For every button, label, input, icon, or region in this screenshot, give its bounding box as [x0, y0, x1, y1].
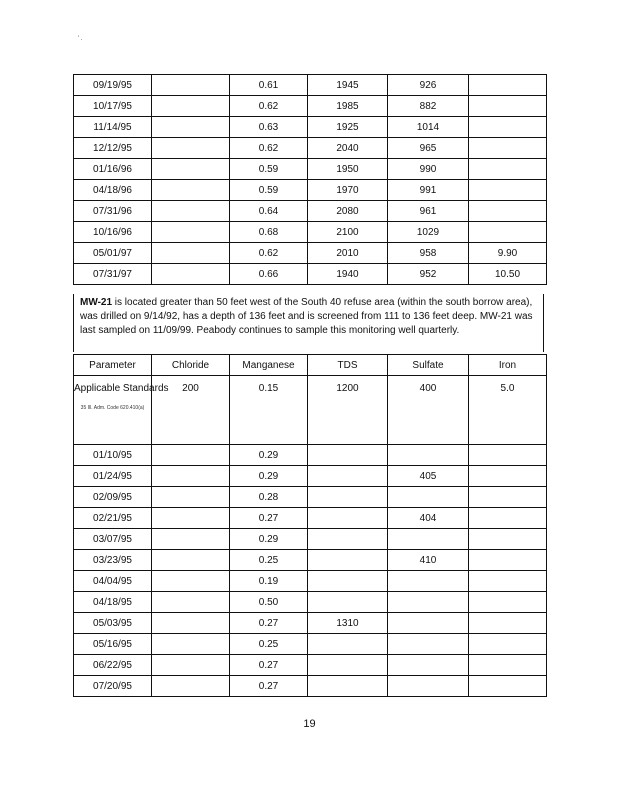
- sample-date: 07/20/95: [74, 676, 152, 697]
- manganese-value: 0.63: [230, 117, 308, 138]
- iron-value: [469, 159, 547, 180]
- table-row: [74, 634, 547, 655]
- tds-value: 1945: [308, 75, 388, 96]
- manganese-value: 0.62: [230, 138, 308, 159]
- sample-date: 05/16/95: [74, 634, 152, 655]
- manganese-value: 0.29: [230, 445, 308, 466]
- sulfate-value: 404: [388, 508, 469, 529]
- iron-value: [469, 466, 547, 487]
- chloride-value: [152, 466, 230, 487]
- header-iron: Iron: [469, 355, 547, 376]
- tds-value: 1925: [308, 117, 388, 138]
- manganese-value: 0.27: [230, 655, 308, 676]
- tds-value: 1940: [308, 264, 388, 285]
- manganese-value: 0.62: [230, 243, 308, 264]
- sample-date: 04/04/95: [74, 571, 152, 592]
- chloride-value: [152, 592, 230, 613]
- chloride-value: [152, 159, 230, 180]
- sulfate-value: [388, 613, 469, 634]
- tds-value: [308, 634, 388, 655]
- table2-body: [74, 376, 547, 697]
- sample-date: 12/12/95: [74, 138, 152, 159]
- table-row: [74, 529, 547, 550]
- sulfate-value: [388, 634, 469, 655]
- sample-date: 03/23/95: [74, 550, 152, 571]
- table-row: [74, 264, 547, 285]
- tds-value: [308, 571, 388, 592]
- sulfate-value: 1014: [388, 117, 469, 138]
- sulfate-value: [388, 487, 469, 508]
- sample-date: 11/14/95: [74, 117, 152, 138]
- table-row: [74, 159, 547, 180]
- table-row: [74, 592, 547, 613]
- tds-value: [308, 550, 388, 571]
- tds-value: 2080: [308, 201, 388, 222]
- sample-date: 05/01/97: [74, 243, 152, 264]
- tds-value: [308, 487, 388, 508]
- manganese-value: 0.59: [230, 180, 308, 201]
- table-row: [74, 75, 547, 96]
- tds-value: 2010: [308, 243, 388, 264]
- table-row: [74, 487, 547, 508]
- table-row: [74, 466, 547, 487]
- chloride-value: [152, 634, 230, 655]
- iron-value: [469, 138, 547, 159]
- sample-date: 04/18/96: [74, 180, 152, 201]
- chloride-value: [152, 508, 230, 529]
- sulfate-value: 991: [388, 180, 469, 201]
- manganese-value: 0.29: [230, 466, 308, 487]
- tds-value: [308, 655, 388, 676]
- standard-sulfate: 400: [388, 376, 469, 445]
- header-row: [74, 355, 547, 376]
- tds-value: 1310: [308, 613, 388, 634]
- sulfate-value: [388, 655, 469, 676]
- sample-date: 05/03/95: [74, 613, 152, 634]
- chloride-value: [152, 96, 230, 117]
- standard-iron: 5.0: [469, 376, 547, 445]
- header-manganese: Manganese: [230, 355, 308, 376]
- monitoring-table-continued: [73, 74, 547, 285]
- sample-date: 02/09/95: [74, 487, 152, 508]
- sulfate-value: [388, 676, 469, 697]
- chloride-value: [152, 180, 230, 201]
- manganese-value: 0.50: [230, 592, 308, 613]
- sample-date: 07/31/97: [74, 264, 152, 285]
- standards-label-text: Applicable Standards: [74, 383, 169, 394]
- iron-value: [469, 75, 547, 96]
- manganese-value: 0.68: [230, 222, 308, 243]
- sample-date: 10/16/96: [74, 222, 152, 243]
- manganese-value: 0.59: [230, 159, 308, 180]
- manganese-value: 0.25: [230, 634, 308, 655]
- tds-value: 1985: [308, 96, 388, 117]
- well-description-text: is located greater than 50 feet west of the South 40 refuse area (within the south borrow area), was drilled on 9/14/92, has a depth of 136 feet and is screened from 111 to 136 feet deep. MW-21 was last sampled on 11/09/99. Peabody continues to sample this monitoring well quarterly.: [80, 297, 533, 336]
- sample-date: 04/18/95: [74, 592, 152, 613]
- sample-date: 01/10/95: [74, 445, 152, 466]
- chloride-value: [152, 243, 230, 264]
- header-sulfate: Sulfate: [388, 355, 469, 376]
- tds-value: [308, 508, 388, 529]
- sulfate-value: 405: [388, 466, 469, 487]
- table-row: [74, 445, 547, 466]
- chloride-value: [152, 529, 230, 550]
- table-row: [74, 550, 547, 571]
- manganese-value: 0.27: [230, 676, 308, 697]
- table-row: [74, 571, 547, 592]
- sulfate-value: 965: [388, 138, 469, 159]
- header-mark: ' .: [78, 36, 83, 42]
- sulfate-value: [388, 571, 469, 592]
- manganese-value: 0.27: [230, 613, 308, 634]
- iron-value: [469, 222, 547, 243]
- standards-label: [74, 376, 169, 445]
- iron-value: [469, 487, 547, 508]
- table-row: [74, 117, 547, 138]
- table-row: [74, 96, 547, 117]
- sulfate-value: [388, 592, 469, 613]
- chloride-value: [152, 676, 230, 697]
- table-row: [74, 138, 547, 159]
- sample-date: 07/31/96: [74, 201, 152, 222]
- sulfate-value: 882: [388, 96, 469, 117]
- chloride-value: [152, 264, 230, 285]
- manganese-value: 0.64: [230, 201, 308, 222]
- chloride-value: [152, 550, 230, 571]
- tds-value: [308, 676, 388, 697]
- chloride-value: [152, 445, 230, 466]
- iron-value: [469, 180, 547, 201]
- standards-row: [74, 376, 547, 445]
- table-row: [74, 613, 547, 634]
- sulfate-value: 926: [388, 75, 469, 96]
- tds-value: 2100: [308, 222, 388, 243]
- iron-value: [469, 117, 547, 138]
- manganese-value: 0.19: [230, 571, 308, 592]
- iron-value: 10.50: [469, 264, 547, 285]
- sulfate-value: 990: [388, 159, 469, 180]
- table-row: [74, 508, 547, 529]
- table-row: [74, 201, 547, 222]
- manganese-value: 0.28: [230, 487, 308, 508]
- tds-value: [308, 592, 388, 613]
- header-parameter: Parameter: [74, 355, 152, 376]
- well-id: MW-21: [80, 297, 113, 308]
- sample-date: 03/07/95: [74, 529, 152, 550]
- chloride-value: [152, 487, 230, 508]
- sample-date: 10/17/95: [74, 96, 152, 117]
- sulfate-value: [388, 445, 469, 466]
- iron-value: [469, 571, 547, 592]
- header-tds: TDS: [308, 355, 388, 376]
- chloride-value: [152, 117, 230, 138]
- iron-value: [469, 550, 547, 571]
- tds-value: [308, 466, 388, 487]
- chloride-value: [152, 655, 230, 676]
- iron-value: [469, 529, 547, 550]
- header-chloride: Chloride: [152, 355, 230, 376]
- tds-value: 2040: [308, 138, 388, 159]
- sulfate-value: [388, 529, 469, 550]
- iron-value: [469, 96, 547, 117]
- sample-date: 09/19/95: [74, 75, 152, 96]
- chloride-value: [152, 571, 230, 592]
- sulfate-value: 961: [388, 201, 469, 222]
- manganese-value: 0.61: [230, 75, 308, 96]
- chloride-value: [152, 201, 230, 222]
- iron-value: [469, 634, 547, 655]
- sample-date: 01/16/96: [74, 159, 152, 180]
- manganese-value: 0.29: [230, 529, 308, 550]
- iron-value: [469, 201, 547, 222]
- page-number: 19: [303, 718, 316, 730]
- iron-value: [469, 655, 547, 676]
- sulfate-value: 410: [388, 550, 469, 571]
- mw21-table: [73, 354, 547, 697]
- table-row: [74, 676, 547, 697]
- iron-value: [469, 592, 547, 613]
- iron-value: [469, 508, 547, 529]
- manganese-value: 0.62: [230, 96, 308, 117]
- iron-value: [469, 676, 547, 697]
- standard-tds: 1200: [308, 376, 388, 445]
- iron-value: 9.90: [469, 243, 547, 264]
- table-row: [74, 655, 547, 676]
- table1-body: [74, 75, 547, 285]
- iron-value: [469, 613, 547, 634]
- manganese-value: 0.25: [230, 550, 308, 571]
- well-description: [73, 294, 544, 352]
- table-row: [74, 243, 547, 264]
- tds-value: 1950: [308, 159, 388, 180]
- chloride-value: [152, 613, 230, 634]
- tds-value: [308, 445, 388, 466]
- standard-chloride: 200: [152, 376, 230, 445]
- sulfate-value: 952: [388, 264, 469, 285]
- sample-date: 06/22/95: [74, 655, 152, 676]
- table-row: [74, 180, 547, 201]
- standards-footnote: 35 Ill. Adm. Code 620.410(a): [80, 405, 145, 411]
- tds-value: 1970: [308, 180, 388, 201]
- chloride-value: [152, 222, 230, 243]
- sample-date: 02/21/95: [74, 508, 152, 529]
- manganese-value: 0.27: [230, 508, 308, 529]
- chloride-value: [152, 75, 230, 96]
- table-row: [74, 222, 547, 243]
- sample-date: 01/24/95: [74, 466, 152, 487]
- chloride-value: [152, 138, 230, 159]
- manganese-value: 0.66: [230, 264, 308, 285]
- sulfate-value: 958: [388, 243, 469, 264]
- sulfate-value: 1029: [388, 222, 469, 243]
- tds-value: [308, 529, 388, 550]
- iron-value: [469, 445, 547, 466]
- standard-manganese: 0.15: [230, 376, 308, 445]
